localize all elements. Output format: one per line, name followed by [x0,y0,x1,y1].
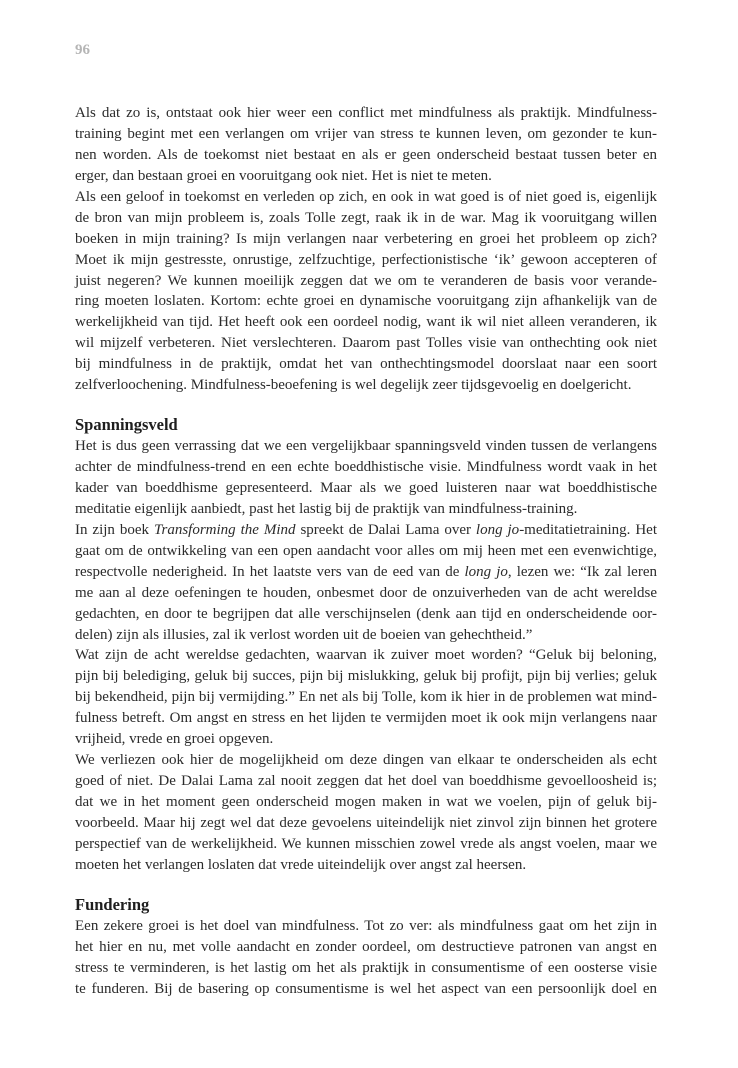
text-run: , lezen we: “Ik zal leren [507,563,657,580]
text-line: zelfverloochening. Mindfulness-beoefening is wel degelijk zeer tijdsgevoelig en doelgericht. [75,377,632,394]
page-number: 96 [75,42,90,58]
italic-text: long jo [464,563,508,580]
text-line: perspectief van de werkelijkheid. We kunnen misschien zowel vrede als angst voelen, maar we [75,835,657,852]
text-line: nen worden. Als de toekomst niet bestaat en als er geen onderscheid bestaat tussen beter en [75,146,657,163]
text-line: me aan al deze oefeningen te houden, onbesmet door de onzuiverheden van de acht wereldse [75,584,657,601]
text-line: erger, dan bestaan groei en vooruitgang ook niet. Het is niet te meten. [75,167,492,184]
text-line: achter de mindfulness-trend en een echte boeddhistische visie. Mindfulness wordt vaak in het [75,459,657,475]
text-line: boeken in mijn training? Is mijn verlangen naar verbetering en groei het probleem op zich? [75,230,657,247]
page-body [75,103,657,999]
text-run: respectvolle nederigheid. In het laatste vers van de eed van de [75,563,465,580]
text-line: meditatie eigenlijk aanbiedt, past het lastig bij de praktijk van mindfulness-training. [75,500,578,517]
paragraph [75,645,657,750]
text-line: Moet ik mijn gestresste, onrustige, zelfzuchtige, perfectionistische ‘ik’ gewoon accepteren of [75,251,657,268]
text-line: het hier en nu, met volle aandacht en zonder oordeel, om destructieve patronen van angst en [75,938,657,955]
text-line: pijn bij belediging, geluk bij succes, pijn bij mislukking, geluk bij profijt, pijn bij verlies; geluk [75,668,657,685]
paragraph [75,103,657,187]
section [75,895,657,1000]
text-line: fulness betreft. Om angst en stress en het lijden te vermijden moet ik ook mijn verlangens naar [75,710,657,727]
text-line: gedachten, en door te begrijpen dat alle verschijnselen (denk aan tijd en onderscheidende oor- [75,605,657,622]
text-line: bij mindfulness in de praktijk, omdat het van onthechtingsmodel doorslaat naar een soort [75,356,657,373]
text-run: spreekt de Dalai Lama over [295,521,476,538]
section-heading: Spanningsveld [75,415,178,435]
text-line: bij bekendheid, pijn bij vermijding.” En net als bij Tolle, kom ik hier in de problemen wat mind- [75,689,657,706]
text-line [75,562,657,583]
text-line: de bron van mijn probleem is, zoals Tolle zegt, raak ik in de war. Mag ik vooruitgang willen [75,209,657,226]
text-line: Als dat zo is, ontstaat ook hier weer een conflict met mindfulness als praktijk. Mindfulness- [75,105,657,121]
text-line: voorbeeld. Maar hij zegt wel dat deze gevoelens uiteindelijk niet zinvol zijn binnen het grotere [75,814,657,831]
text-line: Wat zijn de acht wereldse gedachten, waarvan ik zuiver moet worden? “Geluk bij beloning, [75,647,657,664]
section [75,415,657,876]
text-line: Een zekere groei is het doel van mindfulness. Tot zo ver: als mindfulness gaat om het zijn in [75,917,657,934]
paragraph [75,750,657,876]
text-line: kader van boeddhisme gepresenteerd. Maar als we goed luisteren naar wat boeddhistische [75,479,657,496]
section [75,103,657,396]
text-run: -meditatietraining. Het [519,521,657,538]
text-line: gaat om de ontwikkeling van een open aandacht voor alles om mij heen met een evenwichtige, [75,542,657,559]
text-line: moeten het verlangen loslaten dat vrede uiteindelijk over angst zal heersen. [75,856,527,873]
text-line: juist negeren? We kunnen moeilijk zeggen dat we om te veranderen de basis voor verande- [75,272,657,289]
text-line: dat we in het moment geen onderscheid mogen maken in wat we voelen, pijn of geluk bij- [75,794,657,810]
italic-text: Transforming the Mind [153,521,296,538]
paragraph [75,187,657,396]
text-line: werkelijkheid van tijd. Het heeft ook een oordeel nodig, want ik wil niet alleen veranderen, ik [75,314,657,331]
text-line: Als een geloof in toekomst en verleden op zich, en ook in wat goed is of niet goed is, eigenlijk [75,188,657,205]
text-line: wil mijzelf verbeteren. Niet verslechteren. Daarom past Tolles visie van onthechting ook niet [75,335,657,352]
text-line: training begint met een verlangen om vrijer van stress te kunnen leven, om gezonder te kun- [75,125,657,142]
section-heading: Fundering [75,894,150,914]
italic-text: long jo [475,521,520,538]
text-run: In zijn boek [75,521,154,538]
text-line [75,520,657,541]
text-line: goed of niet. De Dalai Lama zal nooit zeggen dat het doel van boeddhisme gevoelloosheid is; [75,773,657,790]
text-line: Het is dus geen verrassing dat we een vergelijkbaar spanningsveld vinden tussen de verlangens [75,438,657,455]
text-line: We verliezen ook hier de mogelijkheid om deze dingen van elkaar te onderscheiden als echt [75,752,657,769]
paragraph [75,436,657,520]
text-line: te funderen. Bij de basering op consumentisme is wel het aspect van een persoonlijk doel en [75,980,657,997]
paragraph [75,520,657,646]
paragraph [75,916,657,1000]
text-line: vrijheid, vrede en groei opgeven. [75,731,274,748]
text-line: delen) zijn als illusies, zal ik verlost worden uit de boeien van gehechtheid.” [75,626,533,643]
text-line: ring moeten loslaten. Kortom: echte groei en dynamische vooruitgang zijn afhankelijk van de [75,293,657,310]
text-line: stress te verminderen, is het lastig om het als praktijk in consumentisme of een oosterse visie [75,959,657,976]
